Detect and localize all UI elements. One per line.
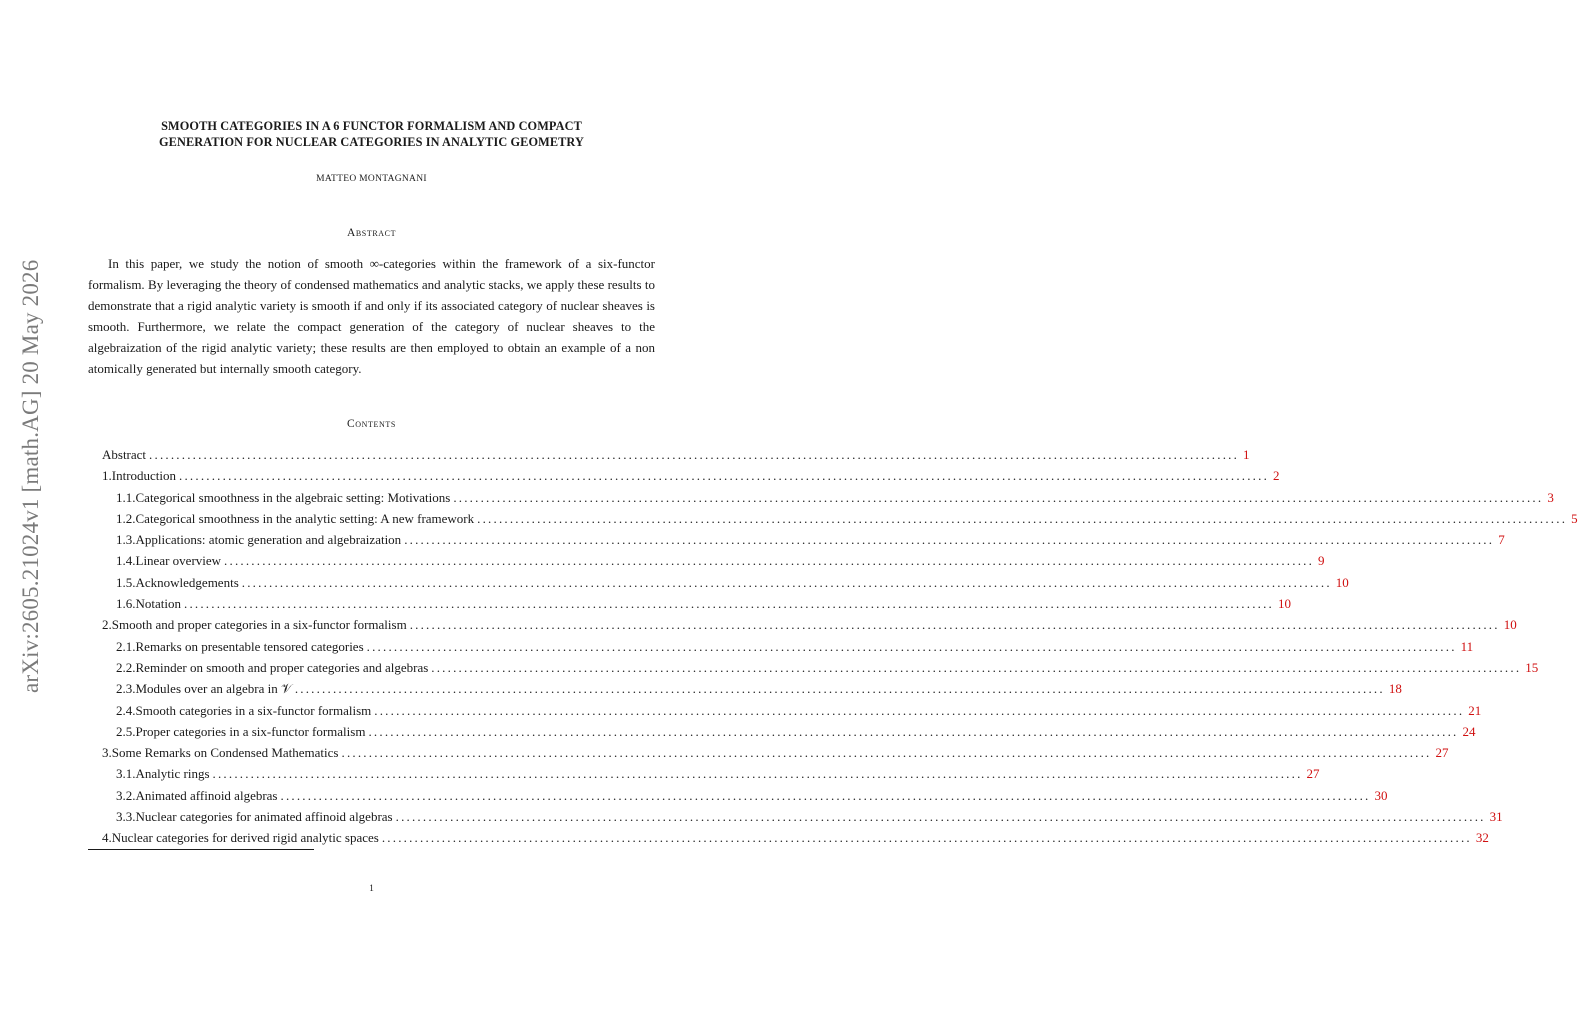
paper-title-line-1: SMOOTH CATEGORIES IN A 6 FUNCTOR FORMALISM AND COMPACT (161, 119, 582, 133)
toc-entry[interactable] (102, 465, 1280, 486)
toc-page-link[interactable]: 27 (1435, 745, 1449, 761)
toc-dot-leader: ........................................................................................................................................................................................................ (280, 787, 1371, 803)
toc-entry[interactable] (102, 529, 1505, 550)
toc-page-link[interactable]: 2 (1273, 468, 1280, 484)
toc-entry[interactable] (102, 550, 1325, 571)
toc-entry-number: 2. (102, 617, 112, 633)
toc-entry-number: 1.3. (116, 532, 136, 548)
toc-entry-title: Notation (135, 596, 181, 612)
toc-entry-number: 2.5. (116, 723, 136, 739)
toc-entry-number: 3.1. (116, 766, 136, 782)
toc-page-link[interactable]: 27 (1306, 766, 1320, 782)
toc-dot-leader: ........................................................................................................................................................................................................ (294, 681, 1385, 697)
toc-page-link[interactable]: 11 (1460, 638, 1474, 654)
toc-dot-leader: ........................................................................................................................................................................................................ (404, 532, 1495, 548)
toc-entry[interactable] (102, 785, 1388, 806)
toc-page-link[interactable]: 7 (1498, 532, 1505, 548)
toc-entry-number: 3. (102, 745, 112, 761)
toc-entry[interactable] (102, 827, 1489, 848)
toc-page-link[interactable]: 1 (1243, 447, 1250, 462)
toc-entry-number: 1.6. (116, 596, 136, 612)
toc-page-link[interactable]: 3 (1547, 489, 1554, 505)
toc-entry[interactable] (102, 508, 1578, 529)
toc-dot-leader: ........................................................................................................................................................................................................ (477, 510, 1568, 526)
table-of-contents (102, 444, 1578, 849)
toc-page-link[interactable]: 21 (1468, 702, 1482, 718)
toc-entry-number: 1.1. (116, 489, 136, 505)
toc-dot-leader: ........................................................................................................................................................................................................ (366, 638, 1457, 654)
toc-dot-leader: ........................................................................................................................................................................................................ (409, 617, 1500, 633)
toc-entry-title: Categorical smoothness in the algebraic setting: Motivations (135, 489, 451, 505)
toc-page-link[interactable]: 10 (1278, 596, 1291, 612)
toc-entry[interactable] (102, 721, 1476, 742)
toc-page-link[interactable]: 10 (1335, 574, 1349, 590)
toc-entry[interactable] (102, 572, 1349, 593)
toc-page-link[interactable]: 10 (1503, 617, 1517, 633)
toc-entry[interactable] (102, 636, 1474, 657)
toc-entry-number: 2.2. (116, 659, 136, 675)
toc-page-link[interactable]: 18 (1388, 681, 1402, 697)
toc-dot-leader: ........................................................................................................................................................................................................ (149, 447, 1240, 462)
toc-entry-number: 3.2. (116, 787, 136, 803)
toc-entry-number: 2.3. (116, 681, 136, 697)
arxiv-identifier-stamp: arXiv:2605.21024v1 [math.AG] 20 May 2026 (18, 259, 43, 693)
toc-dot-leader: ........................................................................................................................................................................................................ (341, 745, 1432, 761)
paper-title (88, 118, 655, 150)
toc-dot-leader: ........................................................................................................................................................................................................ (179, 468, 1270, 484)
toc-entry-title: Smooth and proper categories in a six-functor formalism (111, 617, 407, 633)
toc-entry[interactable] (102, 678, 1402, 699)
toc-entry[interactable] (102, 742, 1449, 763)
toc-entry[interactable] (102, 487, 1554, 508)
toc-entry-title: Remarks on presentable tensored categories (135, 638, 364, 654)
author-name: MATTEO MONTAGNANI (316, 174, 427, 184)
abstract-heading: Abstract (346, 227, 397, 239)
toc-entry[interactable] (102, 763, 1320, 784)
toc-entry-title: Modules over an algebra in 𝒱 (135, 681, 292, 697)
toc-entry[interactable] (102, 593, 1291, 614)
toc-entry[interactable] (102, 806, 1503, 827)
toc-entry-title: Nuclear categories for animated affinoid algebras (135, 809, 393, 825)
toc-entry-number: 4. (102, 830, 112, 846)
toc-entry[interactable] (102, 657, 1539, 678)
toc-dot-leader: ........................................................................................................................................................................................................ (453, 489, 1544, 505)
toc-page-link[interactable]: 32 (1475, 830, 1489, 846)
toc-dot-leader: ........................................................................................................................................................................................................ (212, 766, 1303, 782)
toc-dot-leader: ........................................................................................................................................................................................................ (368, 723, 1459, 739)
toc-dot-leader: ........................................................................................................................................................................................................ (431, 659, 1522, 675)
page-number: 1 (369, 884, 374, 894)
toc-entry[interactable] (102, 700, 1482, 721)
toc-entry-number: 2.1. (116, 638, 136, 654)
toc-entry-number: 1.2. (116, 510, 136, 526)
toc-entry-number: 1.5. (116, 574, 136, 590)
toc-entry-title: Nuclear categories for derived rigid analytic spaces (111, 830, 379, 846)
toc-entry-number: 1. (102, 468, 112, 484)
toc-page-link[interactable]: 15 (1525, 659, 1539, 675)
toc-entry-title: Applications: atomic generation and algebraization (135, 532, 402, 548)
toc-page-link[interactable]: 24 (1462, 723, 1476, 739)
toc-entry-title: Acknowledgements (135, 574, 239, 590)
toc-dot-leader: ........................................................................................................................................................................................................ (184, 596, 1274, 612)
toc-dot-leader: ........................................................................................................................................................................................................ (395, 809, 1486, 825)
abstract-text: In this paper, we study the notion of smooth ∞-categories within the framework of a six-functor formalism. By leveraging the theory of condensed mathematics and analytic stacks, we apply these results to demonstrate that a rigid analytic variety is smooth if and only if its associated category of nuclear sheaves is smooth. Furthermore, we relate the compact generation of the category of nuclear sheaves to the algebraization of the rigid analytic variety; these results are then employed to obtain an example of a non atomically generated but internally smooth category. (88, 256, 655, 376)
toc-dot-leader: ........................................................................................................................................................................................................ (241, 574, 1332, 590)
toc-dot-leader: ........................................................................................................................................................................................................ (224, 553, 1315, 569)
contents-heading: Contents (347, 418, 396, 430)
toc-entry-number: 2.4. (116, 702, 136, 718)
toc-entry-title: Linear overview (135, 553, 222, 569)
toc-entry-title: Some Remarks on Condensed Mathematics (111, 745, 339, 761)
toc-dot-leader: ........................................................................................................................................................................................................ (374, 702, 1465, 718)
toc-entry-title: Categorical smoothness in the analytic setting: A new framework (135, 510, 475, 526)
toc-page-link[interactable]: 9 (1318, 553, 1325, 569)
footnote-rule (88, 849, 314, 850)
paper-title-line-2: GENERATION FOR NUCLEAR CATEGORIES IN ANALYTIC GEOMETRY (159, 135, 584, 149)
toc-entry-number: 3.3. (116, 809, 136, 825)
toc-dot-leader: ........................................................................................................................................................................................................ (381, 830, 1472, 846)
toc-entry-title: Abstract (102, 447, 147, 462)
toc-entry-title: Animated affinoid algebras (135, 787, 278, 803)
toc-entry[interactable] (102, 444, 1250, 465)
toc-page-link[interactable]: 5 (1571, 510, 1578, 526)
toc-entry-title: Introduction (111, 468, 177, 484)
toc-entry-number: 1.4. (116, 553, 136, 569)
toc-entry[interactable] (102, 614, 1517, 635)
toc-entry-title: Analytic rings (135, 766, 210, 782)
toc-entry-title: Reminder on smooth and proper categories and algebras (135, 659, 429, 675)
toc-entry-title: Proper categories in a six-functor formalism (135, 723, 366, 739)
toc-entry-title: Smooth categories in a six-functor formalism (135, 702, 372, 718)
toc-page-link[interactable]: 30 (1374, 787, 1388, 803)
toc-page-link[interactable]: 31 (1489, 809, 1503, 825)
